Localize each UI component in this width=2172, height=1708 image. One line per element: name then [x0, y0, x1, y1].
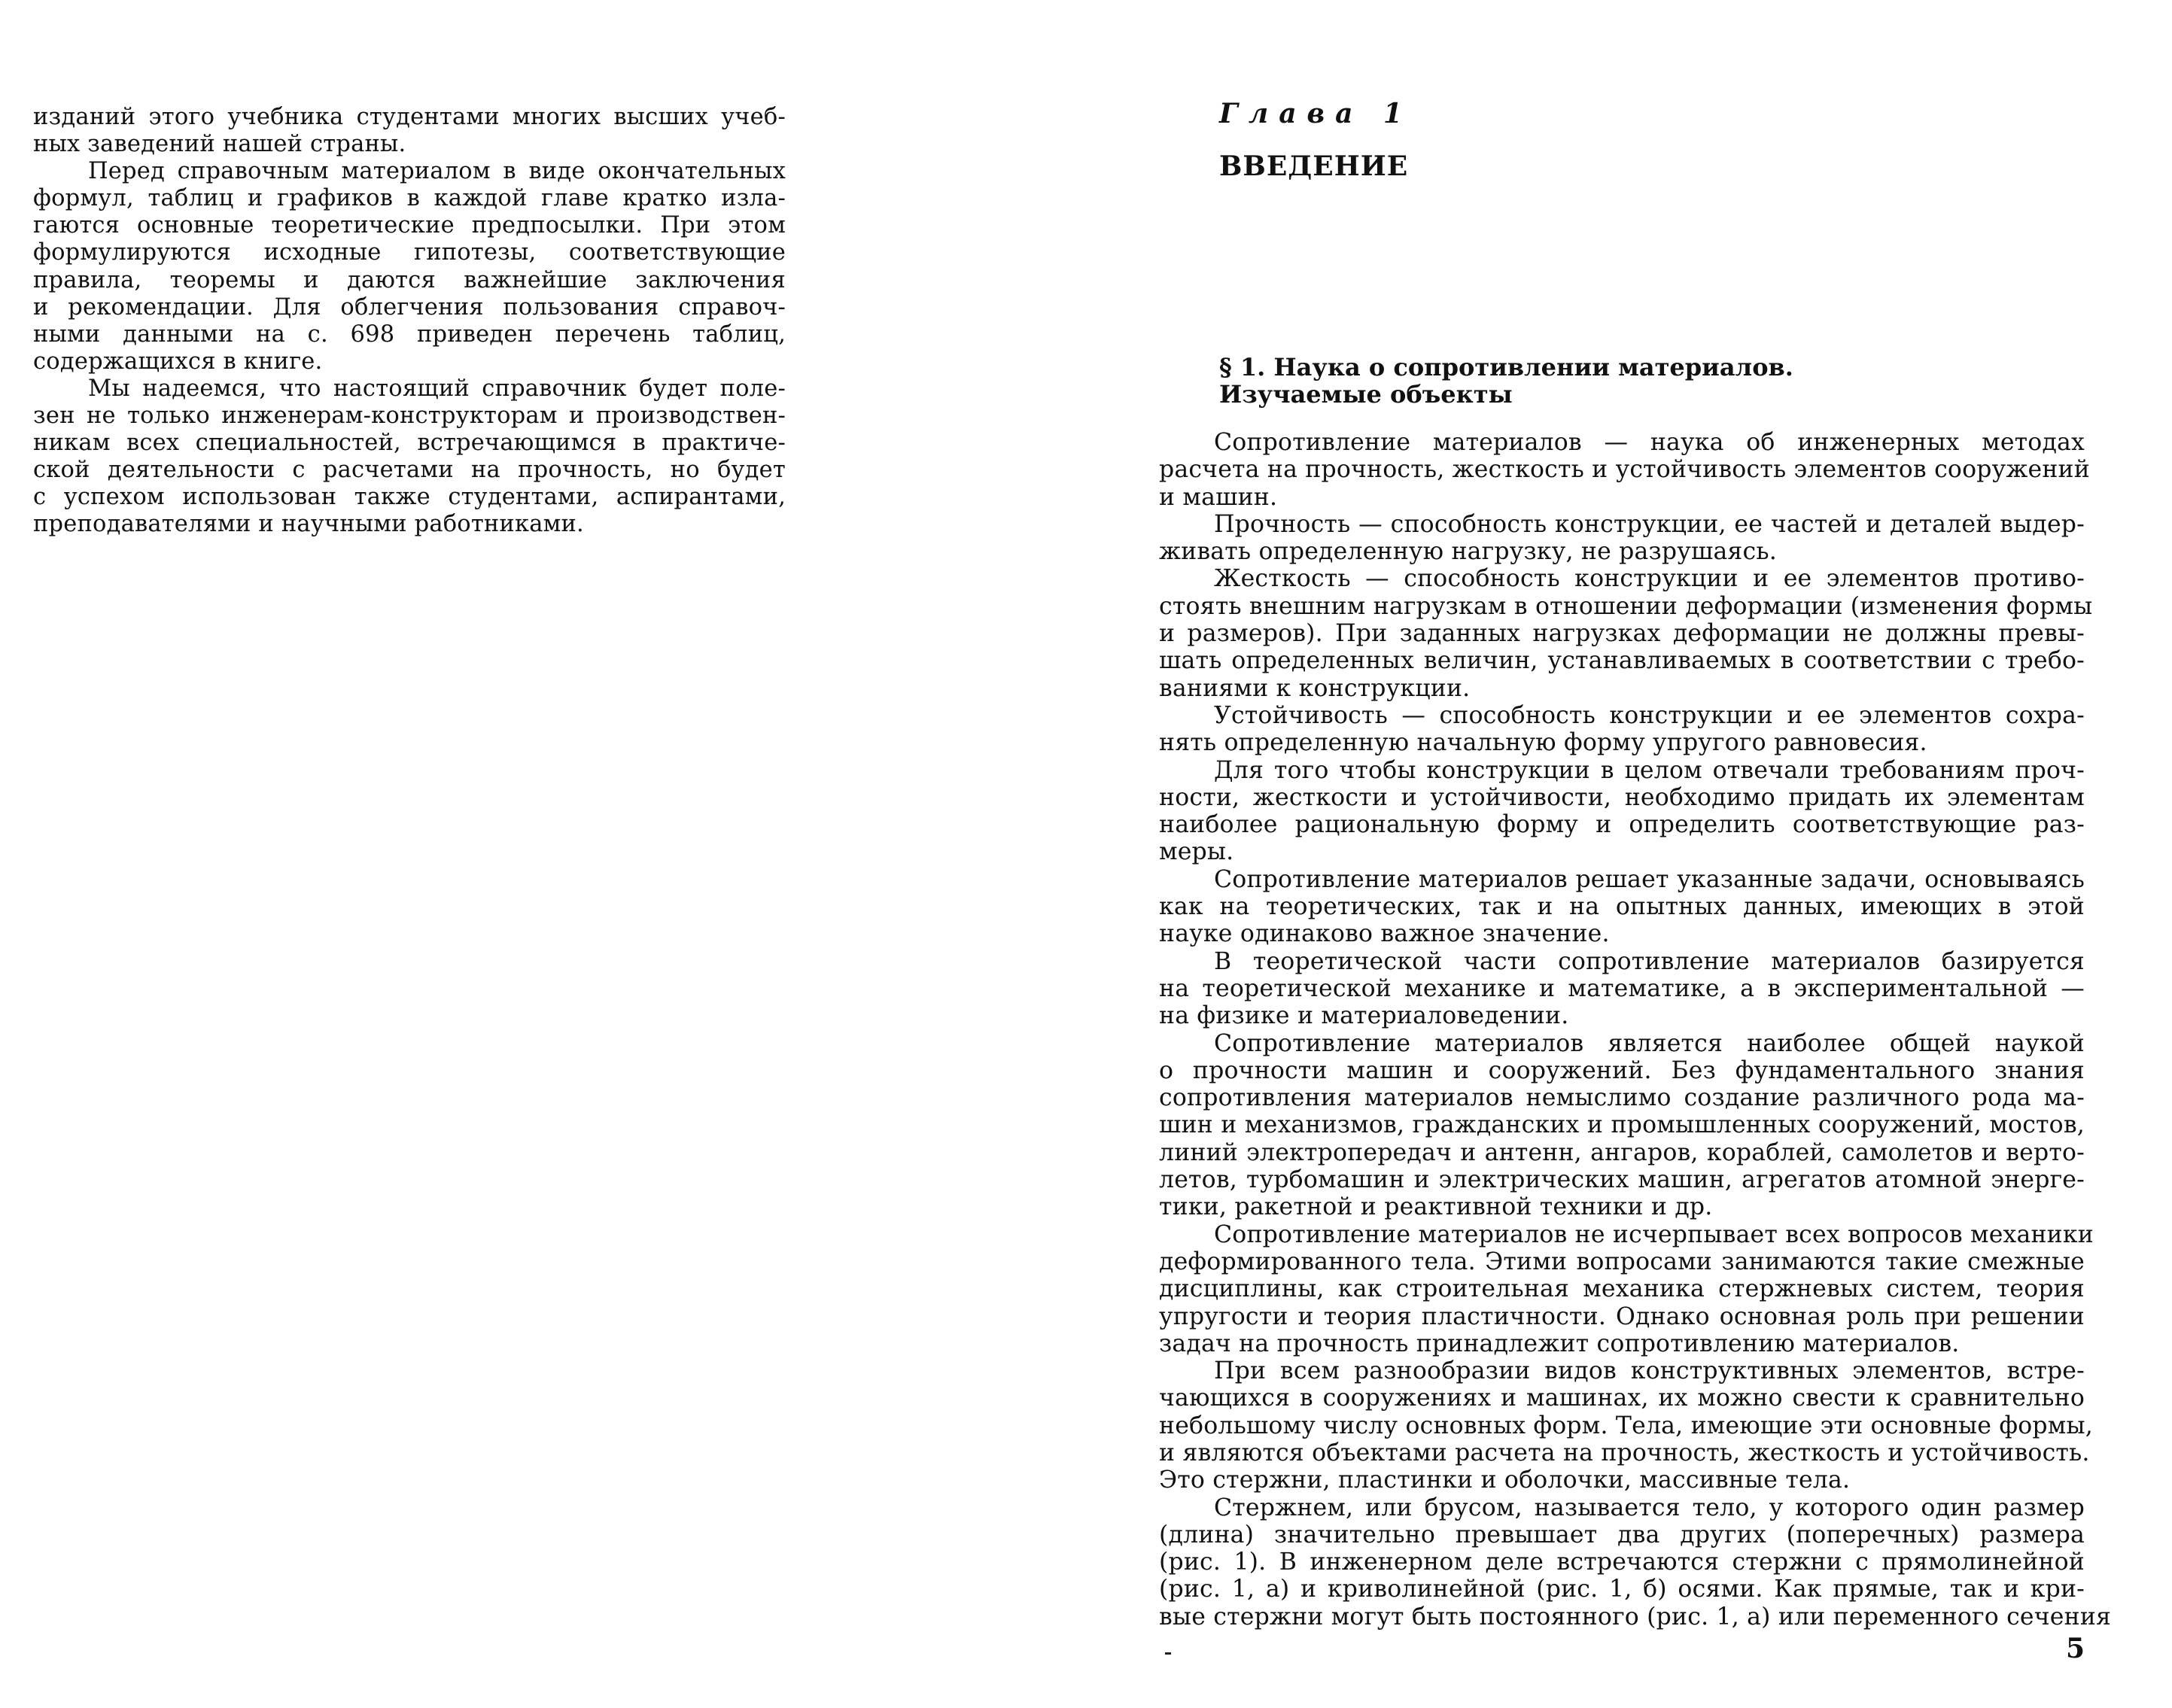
text-line: преподавателями и научными работниками. — [33, 511, 584, 538]
text-line: правила, теоремы и даются важнейшие заключения — [33, 266, 786, 293]
text-line: шать определенных величин, устанавливаемых в соответствии с требо- — [1159, 647, 2085, 675]
text-line: расчета на прочность, жесткость и устойчивость элементов сооружений — [1159, 456, 2090, 484]
scan-speck — [1165, 1652, 1171, 1655]
page-number: 5 — [2065, 1633, 2085, 1664]
text-line: Мы надеемся, что настоящий справочник будет поле- — [88, 375, 786, 402]
text-line: ными данными на с. 698 приведен перечень таблиц, — [33, 321, 786, 348]
text-line: Для того чтобы конструкции в целом отвечали требованиям проч- — [1214, 756, 2085, 784]
text-line: ности, жесткости и устойчивости, необходимо придать их элементам — [1159, 783, 2085, 811]
text-line: на теоретической механике и математике, а в экспериментальной — — [1159, 974, 2085, 1002]
text-line: Сопротивление материалов является наиболее общей наукой — [1214, 1029, 2085, 1057]
text-line: науке одинаково важное значение. — [1159, 920, 1610, 948]
text-line: гаются основные теоретические предпосылки. При этом — [33, 212, 786, 239]
text-line: шин и механизмов, гражданских и промышленных сооружений, мостов, — [1159, 1111, 2085, 1139]
text-line: (рис. 1, а) и криволинейной (рис. 1, б) осями. Как прямые, так и кри- — [1159, 1576, 2085, 1603]
section-heading-line2: Изучаемые объекты — [1219, 380, 1513, 409]
text-line: сопротивления материалов немыслимо создание различного рода ма- — [1159, 1084, 2085, 1112]
text-line: Перед справочным материалом в виде окончательных — [88, 158, 786, 185]
text-line: ваниями к конструкции. — [1159, 674, 1471, 702]
right-page — [1159, 98, 2112, 1678]
text-line: (рис. 1). В инженерном деле встречаются стержни с прямолинейной — [1159, 1548, 2085, 1576]
text-line: летов, турбомашин и электрических машин, агрегатов атомной энерге- — [1159, 1166, 2085, 1194]
text-line: дисциплины, как строительная механика стержневых систем, теория — [1159, 1275, 2085, 1303]
text-line: Это стержни, пластинки и оболочки, массивные тела. — [1159, 1466, 1851, 1494]
text-line: деформированного тела. Этими вопросами занимаются такие смежные — [1159, 1248, 2085, 1275]
text-line: никам всех специальностей, встречающимся в практиче- — [33, 430, 786, 457]
text-line: и являются объектами расчета на прочность, жесткость и устойчивость. — [1159, 1439, 2090, 1466]
text-line: небольшому числу основных форм. Тела, имеющие эти основные формы, — [1159, 1412, 2093, 1439]
text-line: Сопротивление материалов не исчерпывает всех вопросов механики — [1214, 1220, 2094, 1248]
text-line: на физике и материаловедении. — [1159, 1002, 1569, 1030]
text-line: формулируются исходные гипотезы, соответствующие — [33, 239, 786, 266]
text-line: как на теоретических, так и на опытных данных, имеющих в этой — [1159, 893, 2085, 921]
text-line: содержащихся в книге. — [33, 348, 323, 375]
text-line: линий электропередач и антенн, ангаров, кораблей, самолетов и верто- — [1159, 1138, 2085, 1166]
text-line: живать определенную нагрузку, не разрушаясь. — [1159, 538, 1777, 566]
right-page-text — [1159, 429, 2112, 1631]
text-line: стоять внешним нагрузкам в отношении деформации (изменения формы — [1159, 592, 2093, 620]
text-line: Устойчивость — способность конструкции и ее элементов сохра- — [1214, 701, 2085, 729]
text-line: Жесткость — способность конструкции и ее элементов противо- — [1214, 565, 2085, 593]
text-line: Сопротивление материалов — наука об инженерных методах — [1214, 429, 2085, 456]
text-line: изданий этого учебника студентами многих высших учеб- — [33, 104, 786, 130]
text-line: меры. — [1159, 838, 1234, 866]
section-heading — [1219, 354, 1793, 408]
text-line: Сопротивление материалов решает указанные задачи, основываясь — [1214, 865, 2085, 893]
chapter-title: ВВЕДЕНИЕ — [1219, 150, 1409, 182]
text-line: В теоретической части сопротивление материалов базируется — [1214, 947, 2085, 975]
text-line: и размеров). При заданных нагрузках деформации не должны превы- — [1159, 620, 2085, 648]
text-line: (длина) значительно превышает два других (поперечных) размера — [1159, 1521, 2085, 1548]
text-line: Прочность — способность конструкции, ее частей и деталей выдер- — [1214, 510, 2085, 538]
text-line: упругости и теория пластичности. Однако основная роль при решении — [1159, 1302, 2085, 1330]
text-line: Стержнем, или брусом, называется тело, у которого один размер — [1214, 1494, 2085, 1521]
text-line: и рекомендации. Для облегчения пользования справоч- — [33, 293, 786, 321]
chapter-label: Глава 1 — [1219, 98, 1413, 129]
text-line: При всем разнообразии видов конструктивных элементов, встре- — [1214, 1357, 2085, 1385]
text-line: чающихся в сооружениях и машинах, их можно свести к сравнительно — [1159, 1384, 2085, 1412]
text-line: зен не только инженерам-конструкторам и производствен- — [33, 403, 786, 430]
text-line: о прочности машин и сооружений. Без фундаментального знания — [1159, 1056, 2085, 1084]
text-line: и машин. — [1159, 483, 1278, 511]
text-line: нять определенную начальную форму упругого равновесия. — [1159, 729, 1927, 757]
text-line: ской деятельности с расчетами на прочность, но будет — [33, 457, 786, 484]
text-line: с успехом использован также студентами, аспирантами, — [33, 484, 786, 511]
text-line: задач на прочность принадлежит сопротивлению материалов. — [1159, 1330, 1960, 1357]
section-heading-line1: § 1. Наука о сопротивлении материалов. — [1219, 353, 1793, 381]
left-page — [33, 104, 786, 539]
text-line: ных заведений нашей страны. — [33, 131, 406, 158]
text-line: вые стержни могут быть постоянного (рис. 1, а) или переменного сечения — [1159, 1603, 2112, 1631]
text-line: наиболее рациональную форму и определить соответствующие раз- — [1159, 811, 2085, 839]
text-line: тики, ракетной и реактивной техники и др. — [1159, 1193, 1713, 1221]
left-page-text — [33, 104, 786, 539]
text-line: формул, таблиц и графиков в каждой главе кратко изла- — [33, 185, 786, 212]
